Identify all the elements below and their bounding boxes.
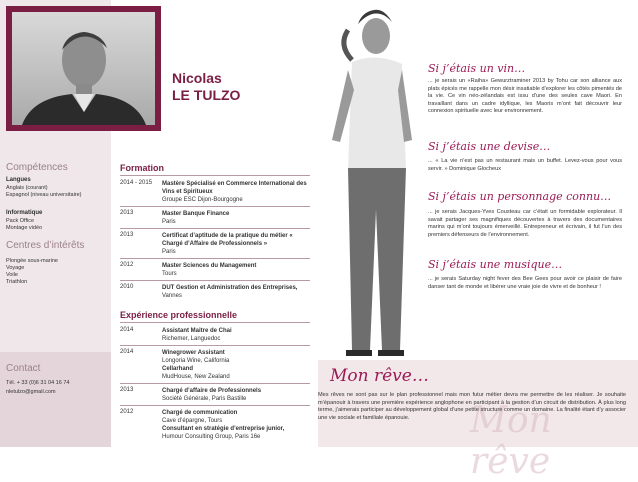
interet-item: Plongée sous-marine bbox=[6, 258, 58, 264]
langue-item: Anglais (courant) bbox=[6, 185, 48, 191]
formation-heading: Formation bbox=[120, 163, 164, 173]
interets-heading: Centres d’intérêts bbox=[6, 240, 85, 251]
formation-title: Master Sciences du Management bbox=[162, 263, 257, 269]
reve-heading: Mon rêve… bbox=[330, 366, 429, 386]
formation-date: 2013 bbox=[120, 210, 134, 216]
interet-item: Voile bbox=[6, 272, 18, 278]
personnage-text: ... je serais Jacques-Yves Cousteau car c’était un formidable explorateur. Il savait partager ses magnifiques découvertes à travers des documentaires marins qui m’ont toujours émerveillé. Entrepreneur et écrivain, il fut l’un des premiers défenseurs de l’environnement. bbox=[428, 209, 622, 238]
experience-date: 2014 bbox=[120, 327, 134, 333]
formation-place: Groupe ESC Dijon-Bourgogne bbox=[162, 197, 243, 203]
experience-divider bbox=[120, 322, 310, 323]
contact-email[interactable]: nletulzo@gmail.com bbox=[6, 389, 56, 395]
experience-date: 2012 bbox=[120, 409, 134, 415]
experience-place: Humour Consulting Group, Paris 16e bbox=[162, 434, 261, 440]
experience-title: Consultant en stratégie d’entreprise junior, bbox=[162, 426, 285, 432]
personnage-heading: Si j’étais un personnage connu… bbox=[428, 190, 612, 203]
langue-item: Espagnol (niveau universitaire) bbox=[6, 192, 82, 198]
vin-heading: Si j’étais un vin… bbox=[428, 62, 526, 75]
formation-divider bbox=[120, 175, 310, 176]
experience-heading: Expérience professionnelle bbox=[120, 310, 238, 320]
divider bbox=[120, 345, 310, 346]
vin-text: ... je serais un «Raiha» Gewurztraminer 2013 by Tohu car son alliance aux plats épicés me rappelle mon désir insatiable d’explorer les côtés pimentés de la vie. Ce vin néo-zélandais est issu d’une des seules cave Maori. En travaillant dans un cadre idyllique, les Maoris m’ont fait découvrir leur connexion spirituelle avec leur environnement. bbox=[428, 78, 622, 114]
langues-heading: Langues bbox=[6, 177, 31, 183]
divider bbox=[120, 280, 310, 281]
formation-date: 2010 bbox=[120, 284, 134, 290]
experience-place: MudHouse, New Zealand bbox=[162, 374, 230, 380]
experience-title: Chargé de communication bbox=[162, 410, 238, 416]
experience-title: Cellarhand bbox=[162, 366, 194, 372]
formation-title: DUT Gestion et Administration des Entreprises, bbox=[162, 285, 298, 291]
informatique-item: Pack Office bbox=[6, 218, 35, 224]
full-body-photo bbox=[318, 0, 414, 360]
competences-heading: Compétences bbox=[6, 162, 68, 173]
divider bbox=[120, 206, 310, 207]
devise-heading: Si j’étais une devise… bbox=[428, 140, 551, 153]
informatique-heading: Informatique bbox=[6, 210, 43, 216]
formation-title: Certificat d’aptitude de la pratique du métier « Chargé d’Affaire de Professionnels » bbox=[162, 233, 293, 247]
experience-place: Richemer, Languedoc bbox=[162, 336, 221, 342]
reve-watermark: Mon rêve bbox=[470, 400, 552, 482]
interet-item: Voyage bbox=[6, 265, 25, 271]
contact-phone: Tél. + 33 (0)6 31 04 16 74 bbox=[6, 380, 70, 386]
portrait-frame bbox=[6, 6, 161, 131]
contact-heading: Contact bbox=[6, 363, 41, 374]
formation-place: Paris bbox=[162, 249, 176, 255]
formation-date: 2012 bbox=[120, 262, 134, 268]
divider bbox=[120, 258, 310, 259]
divider bbox=[120, 383, 310, 384]
musique-heading: Si j’étais une musique… bbox=[428, 258, 563, 271]
formation-date: 2013 bbox=[120, 232, 134, 238]
experience-date: 2014 bbox=[120, 349, 134, 355]
interet-item: Triathlon bbox=[6, 279, 28, 285]
experience-place: Société Générale, Paris Bastille bbox=[162, 396, 247, 402]
formation-title: Mastère Spécialisé en Commerce International des Vins et Spiritueux bbox=[162, 181, 307, 195]
musique-text: ... je serais Saturday night fever des Bee Gees pour avoir ce plaisir de faire danser tant de monde et libérer une vraie joie de vivre et de bonheur ! bbox=[428, 276, 622, 290]
formation-place: Paris bbox=[162, 219, 176, 225]
first-name: Nicolas bbox=[172, 70, 222, 86]
experience-place: Longoria Wine, California bbox=[162, 358, 230, 364]
last-name: LE TULZO bbox=[172, 87, 241, 103]
devise-text: ... « La vie n’est pas un restaurant mais un buffet. Levez-vous pour vous servir. » Dominique Glocheux bbox=[428, 158, 622, 172]
divider bbox=[120, 228, 310, 229]
experience-title: Winegrower Assistant bbox=[162, 350, 225, 356]
informatique-item: Montage vidéo bbox=[6, 225, 43, 231]
experience-place: Cave d’épargne, Tours bbox=[162, 418, 223, 424]
experience-title: Assistant Maitre de Chai bbox=[162, 328, 232, 334]
experience-title: Chargé d’affaire de Professionnels bbox=[162, 388, 262, 394]
formation-date: 2014 - 2015 bbox=[120, 180, 153, 186]
divider bbox=[120, 405, 310, 406]
formation-place: Tours bbox=[162, 271, 177, 277]
reve-text: Mes rêves ne sont pas sur le plan professionnel mais mon futur métier devra me permettre de les réaliser. Je souhaite m’épanouir à travers une première expérience anglophone en participant à la gestion d’un circuit de distribution. À plus long terme, j’aimerais participer au développement global d’une petite structure comme un domaine. La finalité étant d’y associer une vie sociale et familiale épanouie. bbox=[318, 392, 626, 421]
formation-title: Master Banque Finance bbox=[162, 211, 230, 217]
experience-date: 2013 bbox=[120, 387, 134, 393]
formation-place: Vannes bbox=[162, 293, 182, 299]
portrait-photo bbox=[12, 12, 155, 125]
